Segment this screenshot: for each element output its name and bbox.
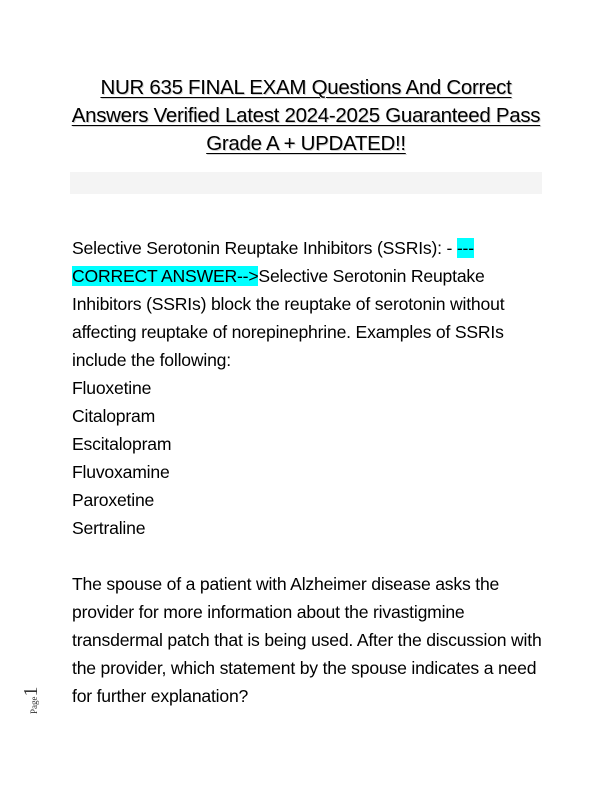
q2-paragraph: The spouse of a patient with Alzheimer disease asks the provider for more information about the rivastigmine transdermal patch that is being used. After the discussion with the provider, which statement by the spouse indicates a need for further explanation? xyxy=(72,574,542,706)
list-item: Fluvoxamine xyxy=(72,462,170,482)
paragraph-gap xyxy=(72,542,550,570)
list-item: Paroxetine xyxy=(72,490,155,510)
title-line-1: NUR 635 FINAL EXAM Questions And Correct xyxy=(100,76,512,99)
title-shade-bar xyxy=(70,172,542,194)
list-item: Citalopram xyxy=(72,406,156,426)
q1-answer-text: Selective Serotonin Reuptake Inhibitors (SSRIs) block the reuptake of serotonin without affecting reuptake of norepinephrine. Examples of SSRIs include the following: xyxy=(72,266,505,370)
page-label: Page xyxy=(29,696,39,714)
document-title xyxy=(60,74,552,158)
correct-answer-marker: ---CORRECT ANSWER--> xyxy=(72,238,474,286)
page-number xyxy=(20,686,60,714)
list-item: Sertraline xyxy=(72,518,146,538)
list-item: Escitalopram xyxy=(72,434,172,454)
document-body xyxy=(72,234,550,710)
q1-paragraph xyxy=(72,234,550,374)
q1-question: Selective Serotonin Reuptake Inhibitors (SSRIs): - xyxy=(72,238,457,258)
title-line-3: Grade A + UPDATED!! xyxy=(206,132,406,155)
q1-examples-list xyxy=(72,374,550,542)
title-line-2: Answers Verified Latest 2024-2025 Guaranteed Pass xyxy=(71,104,541,127)
page-number-value: 1 xyxy=(20,686,42,697)
list-item: Fluoxetine xyxy=(72,378,152,398)
